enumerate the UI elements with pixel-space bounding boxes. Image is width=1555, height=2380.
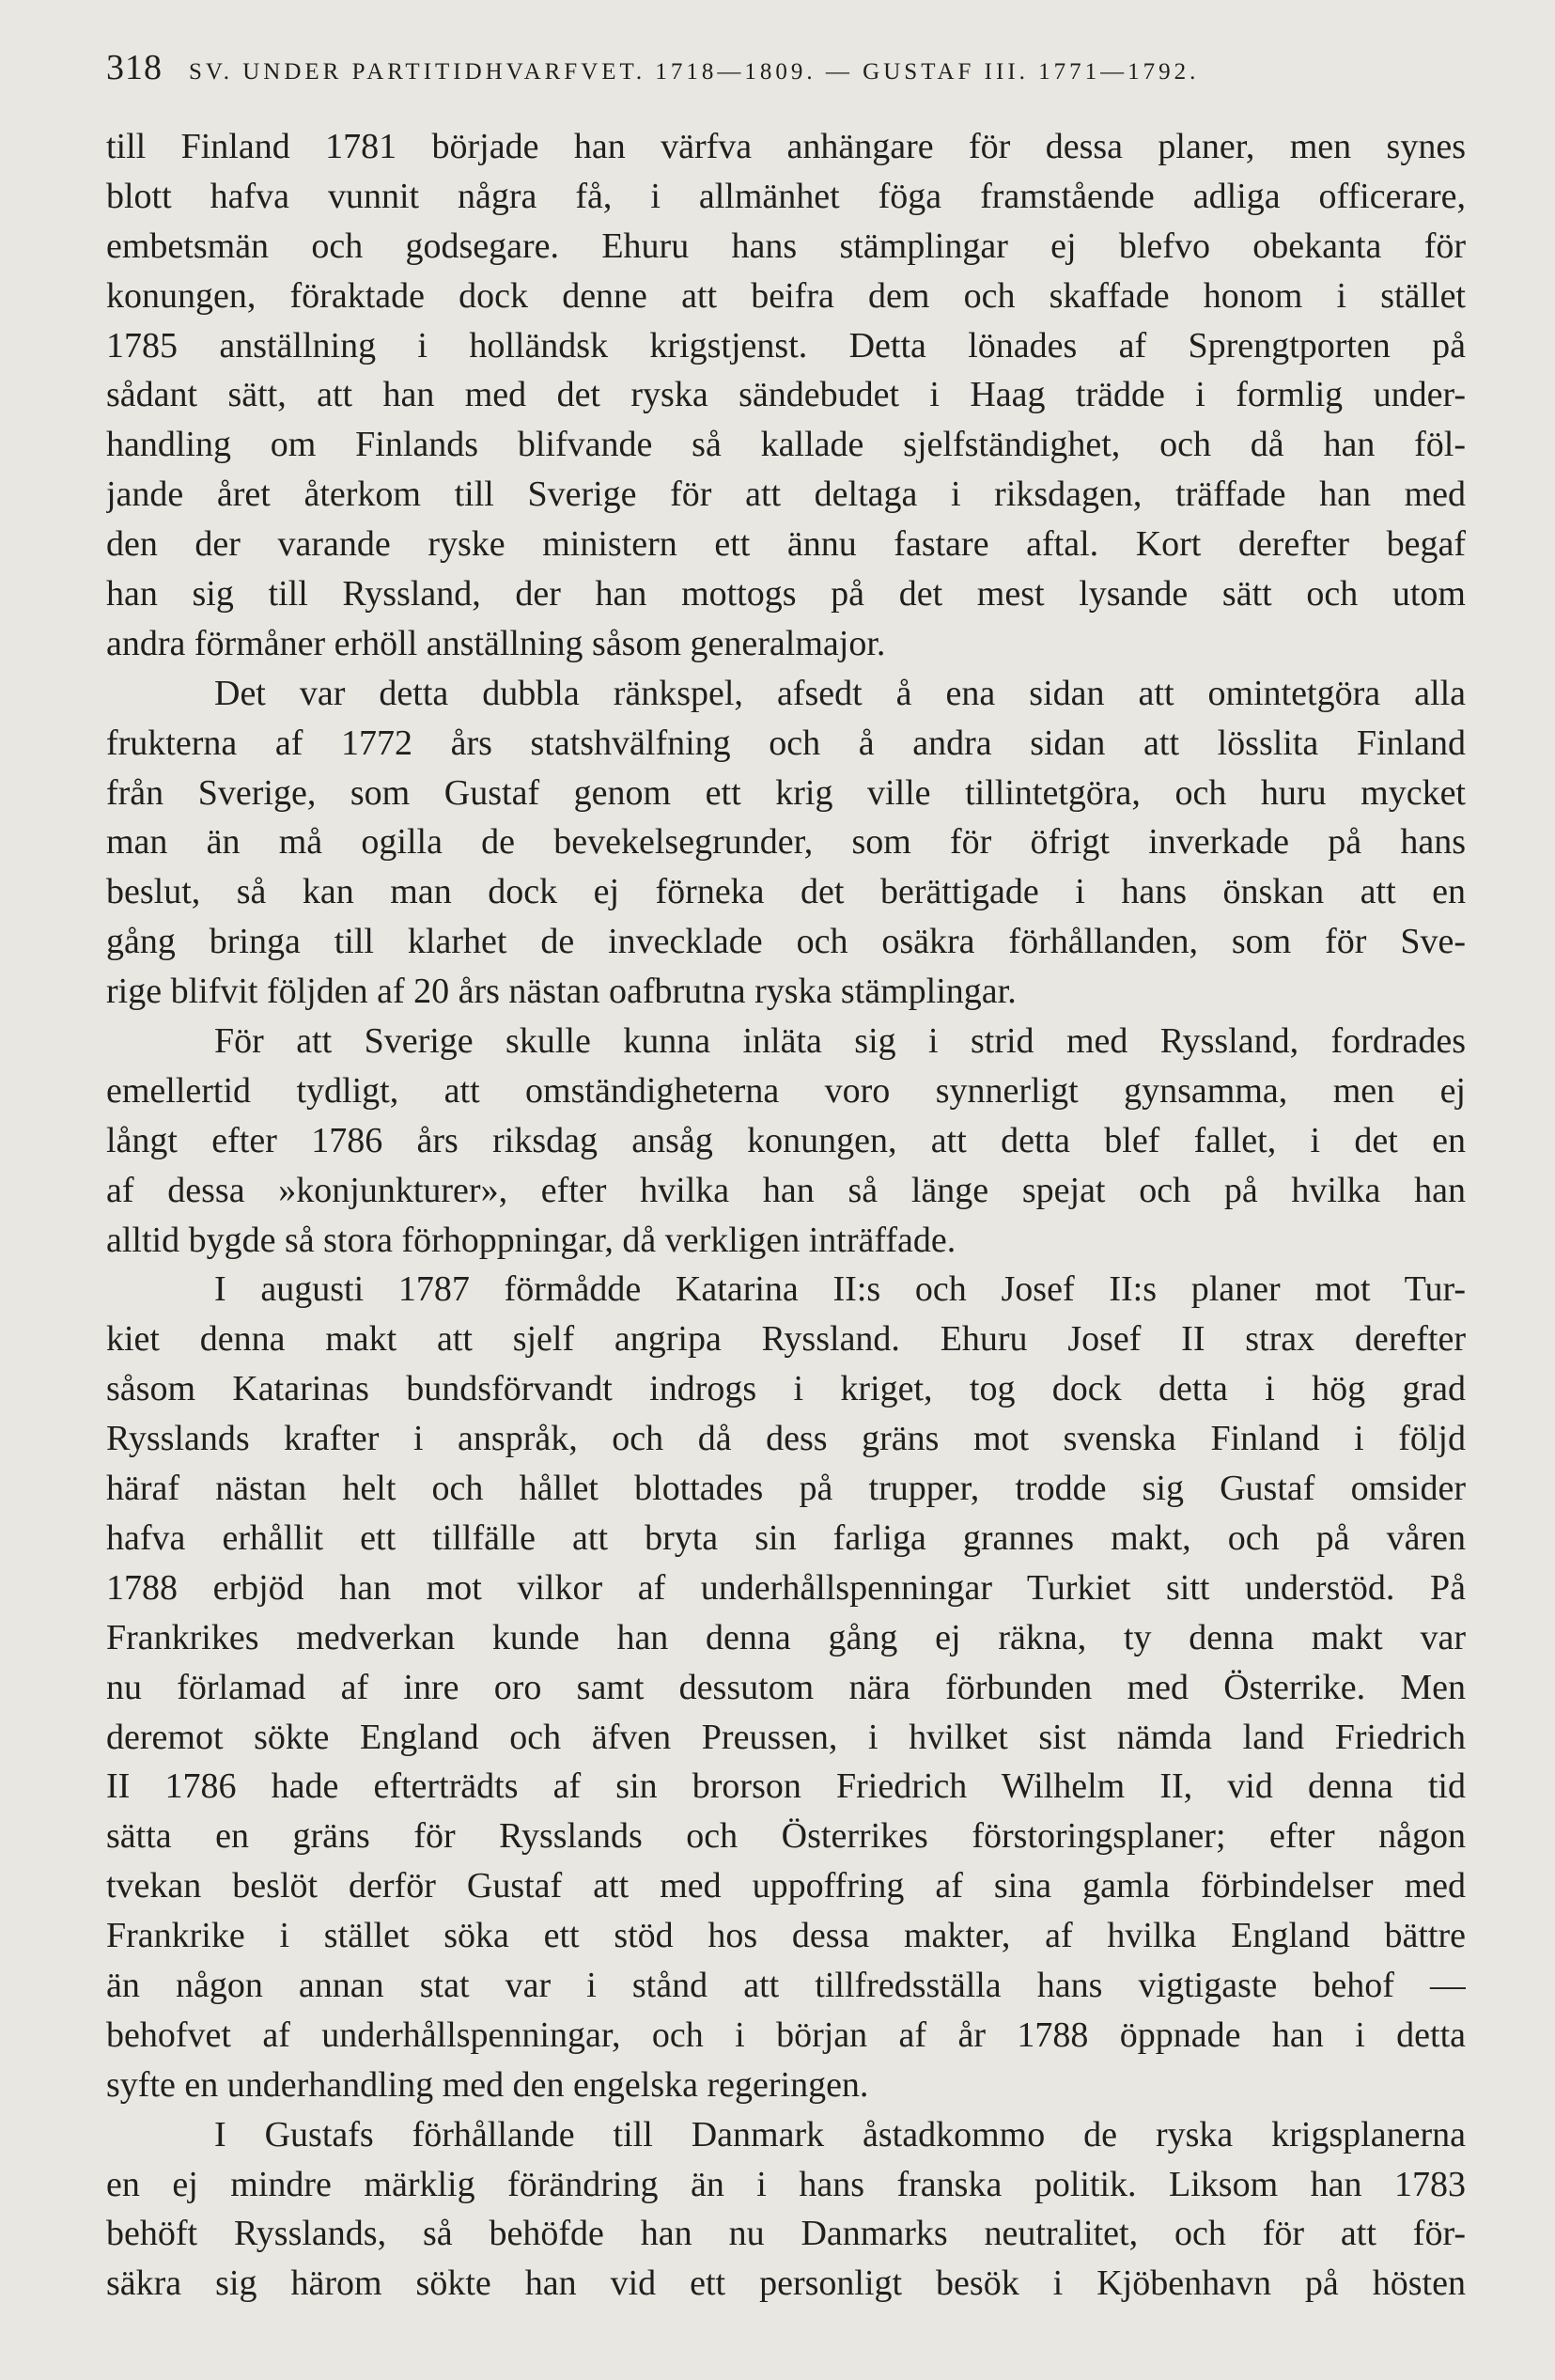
text-line: Det var detta dubbla ränkspel, afsedt å ena sidan att omintetgöra alla — [214, 673, 1466, 713]
body-text — [106, 122, 1466, 2309]
text-line: deremot sökte England och äfven Preussen, i hvilket sist nämda land Friedrich — [106, 1717, 1466, 1757]
text-line: en ej mindre märklig förändring än i hans franska politik. Liksom han 1783 — [106, 2164, 1466, 2204]
text-line: säkra sig härom sökte han vid ett personligt besök i Kjöbenhavn på hösten — [106, 2263, 1466, 2304]
text-line: såsom Katarinas bundsförvandt indrogs i kriget, tog dock detta i hög grad — [106, 1369, 1466, 1409]
running-head: SV. UNDER PARTITIDHVARFVET. 1718—1809. — GUSTAF III. 1771—1792. — [189, 59, 1200, 85]
text-line: syfte en underhandling med den engelska regeringen. — [106, 2064, 869, 2105]
text-line: jande året återkom till Sverige för att deltaga i riksdagen, träffade han med — [106, 474, 1466, 515]
text-line: konungen, föraktade dock denne att beifra dem och skaffade honom i stället — [106, 275, 1466, 316]
text-line: Frankrikes medverkan kunde han denna gång ej räkna, ty denna makt var — [106, 1617, 1466, 1657]
text-line: 1788 erbjöd han mot vilkor af underhållspenningar Turkiet sitt understöd. På — [106, 1567, 1466, 1608]
text-line: alltid bygde så stora förhoppningar, då verkligen inträffade. — [106, 1220, 956, 1260]
text-line: rige blifvit följden af 20 års nästan oafbrutna ryska stämplingar. — [106, 972, 1017, 1012]
text-line: II 1786 hade efterträdts af sin brorson Friedrich Wilhelm II, vid denna tid — [106, 1766, 1466, 1807]
text-line: från Sverige, som Gustaf genom ett krig ville tillintetgöra, och huru mycket — [106, 772, 1466, 813]
page-header — [106, 47, 1459, 103]
text-line: gång bringa till klarhet de invecklade och osäkra förhållanden, som för Sve- — [106, 922, 1466, 962]
page-number: 318 — [106, 48, 163, 87]
text-line: blott hafva vunnit några få, i allmänhet föga framstående adliga officerare, — [106, 176, 1466, 216]
text-line: Rysslands krafter i anspråk, och då dess gräns mot svenska Finland i följd — [106, 1419, 1466, 1459]
text-line: långt efter 1786 års riksdag ansåg konungen, att detta blef fallet, i det en — [106, 1120, 1466, 1160]
text-line: handling om Finlands blifvande så kallade sjelfständighet, och då han föl- — [106, 425, 1466, 465]
text-line: sådant sätt, att han med det ryska sändebudet i Haag trädde i formlig under- — [106, 375, 1466, 415]
text-line: 1785 anställning i holländsk krigstjenst. Detta lönades af Sprengtporten på — [106, 325, 1466, 366]
text-line: hafva erhållit ett tillfälle att bryta sin farliga grannes makt, och på våren — [106, 1517, 1466, 1558]
text-line: embetsmän och godsegare. Ehuru hans stämplingar ej blefvo obekanta för — [106, 226, 1466, 266]
text-line: af dessa »konjunkturer», efter hvilka han så länge spejat och på hvilka han — [106, 1170, 1466, 1210]
text-line: han sig till Ryssland, der han mottogs på det mest lysande sätt och utom — [106, 574, 1466, 614]
text-line: I Gustafs förhållande till Danmark åstadkommo de ryska krigsplanerna — [214, 2114, 1466, 2154]
text-line: I augusti 1787 förmådde Katarina II:s och Josef II:s planer mot Tur- — [214, 1269, 1466, 1310]
text-line: den der varande ryske ministern ett ännu fastare aftal. Kort derefter begaf — [106, 524, 1466, 565]
text-line: beslut, så kan man dock ej förneka det berättigade i hans önskan att en — [106, 872, 1466, 912]
text-line: tvekan beslöt derför Gustaf att med uppoffring af sina gamla förbindelser med — [106, 1866, 1466, 1906]
text-line: Frankrike i stället söka ett stöd hos dessa makter, af hvilka England bättre — [106, 1916, 1466, 1956]
text-line: behöft Rysslands, så behöfde han nu Danmarks neutralitet, och för att för- — [106, 2214, 1466, 2254]
text-line: häraf nästan helt och hållet blottades på trupper, trodde sig Gustaf omsider — [106, 1469, 1466, 1509]
text-line: till Finland 1781 började han värfva anhängare för dessa planer, men synes — [106, 127, 1466, 166]
text-line: man än må ogilla de bevekelsegrunder, som för öfrigt inverkade på hans — [106, 822, 1466, 863]
text-line: För att Sverige skulle kunna inläta sig i strid med Ryssland, fordrades — [214, 1021, 1466, 1062]
text-line: sätta en gräns för Rysslands och Österrikes förstoringsplaner; efter någon — [106, 1816, 1466, 1857]
text-line: emellertid tydligt, att omständigheterna voro synnerligt gynsamma, men ej — [106, 1070, 1466, 1111]
text-line: andra förmåner erhöll anställning såsom generalmajor. — [106, 623, 886, 663]
text-line: behofvet af underhållspenningar, och i början af år 1788 öppnade han i detta — [106, 2014, 1466, 2055]
text-line: nu förlamad af inre oro samt dessutom nära förbunden med Österrike. Men — [106, 1667, 1466, 1707]
text-line: än någon annan stat var i stånd att tillfredsställa hans vigtigaste behof — — [106, 1965, 1466, 2005]
text-line: frukterna af 1772 års statshvälfning och å andra sidan att lösslita Finland — [106, 723, 1466, 763]
text-line: kiet denna makt att sjelf angripa Ryssland. Ehuru Josef II strax derefter — [106, 1319, 1466, 1360]
